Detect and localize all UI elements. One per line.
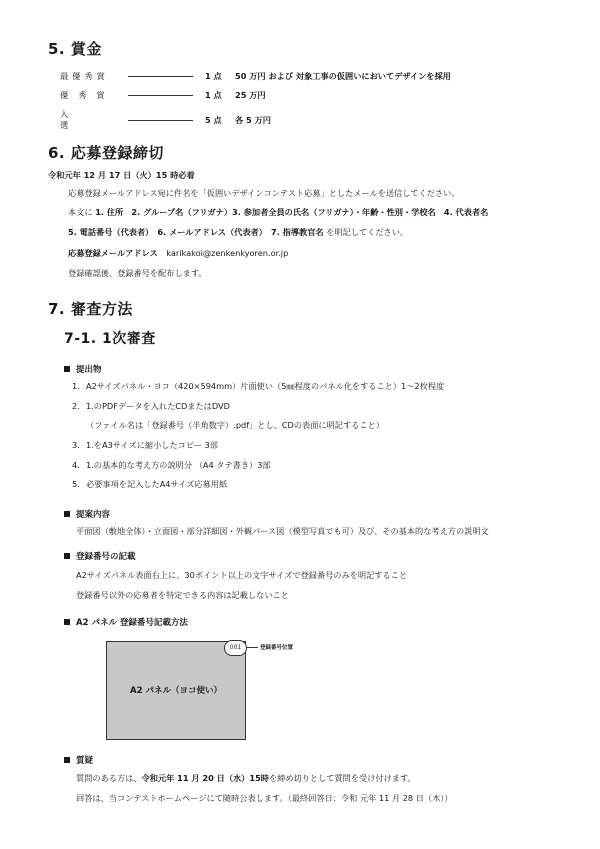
questions-deadline: 令和元年 11 月 20 日（水）15時: [141, 773, 269, 783]
square-bullet-icon: [64, 366, 70, 372]
section7-heading: 7. 審査方法: [48, 300, 133, 318]
regnum-line2: 登録番号以外の応募者を特定できる内容は記載しないこと: [76, 590, 289, 600]
square-bullet-icon: [64, 757, 70, 763]
prize-row-grand: [60, 71, 451, 82]
list-item: [72, 381, 444, 392]
leader-line: [246, 647, 258, 648]
required-items-line1: [68, 207, 488, 218]
questions-line2: 回答は、当コンテストホームページにて随時公表します。（最終回答日：令和 元年 11 月 28 日（木））: [76, 793, 453, 803]
prize-desc: 50 万円 および 対象工事の仮囲いにおいてデザインを採用: [235, 71, 451, 81]
instruction-line: 応募登録メールアドレス宛に件名を「仮囲いデザインコンテスト応募」としたメールを送信してください。: [68, 188, 460, 198]
list-item-number: 5.: [72, 479, 80, 489]
a2-panel-diagram: [106, 641, 246, 740]
section7-subheading: 7-1. 1次審査: [64, 331, 156, 347]
panel-label: A2 パネル（ヨコ使い）: [130, 686, 222, 696]
proposal-title-text: 提案内容: [76, 510, 111, 520]
list-item: [72, 479, 227, 490]
required-items-line2: [68, 227, 408, 238]
registration-position-label: 登録番号位置: [260, 645, 294, 651]
prize-desc: 25 万円: [235, 90, 266, 100]
prize-name: 優秀賞: [60, 90, 115, 100]
list-item-number: 4.: [72, 460, 80, 470]
list-item: [86, 420, 384, 431]
square-bullet-icon: [64, 511, 70, 517]
list-item-text: （ファイル名は「登録番号（半角数字）.pdf」とし、CDの表面に明記すること）: [86, 420, 384, 430]
list-item-text: A2サイズパネル・ヨコ（420×594mm）片面使い（5㎜程度のパネル化をすること）1～2枚程度: [86, 381, 445, 391]
questions-line1: [76, 773, 416, 784]
questions-title: [64, 754, 93, 766]
prize-divider: [128, 76, 193, 77]
prize-row-selected: [60, 109, 271, 131]
regnum-line1: A2サイズパネル表面右上に、30ポイント以上の文字サイズで登録番号のみを明記すること: [76, 570, 408, 580]
email-line: [68, 248, 288, 259]
questions-suffix: を締め切りとして質問を受け付けます。: [268, 773, 416, 783]
list-item-text: 1.のPDFデータを入れたCDまたはDVD: [86, 401, 230, 411]
panel-method-title: [64, 616, 188, 628]
proposal-text: 平面図（敷地全体）・立面図・部分詳細図・外観パース図（模型写真でも可）及び、その基本的な考え方の説明文: [76, 526, 489, 536]
list-item-number: 1.: [72, 381, 80, 391]
regnum-title: [64, 550, 136, 562]
deadline: 令和元年 12 月 17 日（火）15 時必着: [48, 170, 195, 180]
section6-heading: 6. 応募登録締切: [48, 144, 164, 162]
required-items-list: 5. 電話番号（代表者） 6. メールアドレス（代表者） 7. 指導教官名: [68, 227, 324, 237]
required-items-list: 1. 住所 2. グループ名（フリガナ）3. 参加者全員の氏名（フリガナ）・年齢・性別・学校名 4. 代表者名: [95, 207, 489, 217]
prize-desc: 各 5 万円: [235, 114, 271, 125]
list-item-number: 3.: [72, 440, 80, 450]
list-item: [72, 460, 271, 471]
square-bullet-icon: [64, 553, 70, 559]
list-item-number: 2.: [72, 401, 80, 411]
prize-count: 1 点: [205, 71, 222, 81]
prize-divider: [128, 95, 193, 96]
list-item: [72, 401, 230, 412]
prize-count: 5 点: [205, 114, 222, 125]
prize-row-excellent: [60, 90, 266, 101]
questions-prefix: 質問のある方は、: [76, 773, 142, 783]
panel-method-title-text: A2 パネル 登録番号記載方法: [76, 618, 188, 628]
square-bullet-icon: [64, 619, 70, 625]
submissions-title: [64, 363, 102, 375]
prize-name: 最優秀賞: [60, 71, 109, 81]
required-items-prefix: 本文に: [68, 207, 93, 217]
list-item: [72, 440, 218, 451]
list-item-text: 必要事項を記入したA4サイズ応募用紙: [86, 479, 228, 489]
submissions-title-text: 提出物: [76, 365, 102, 375]
email-address[interactable]: karikakoi@zenkenkyoren.or.jp: [166, 248, 289, 258]
email-label: 応募登録メールアドレス: [68, 248, 158, 258]
confirmation-line: 登録確認後、登録番号を配布します。: [68, 268, 207, 278]
required-items-suffix: を明記してください。: [326, 227, 409, 237]
prize-divider: [128, 120, 193, 121]
questions-title-text: 質疑: [76, 756, 94, 766]
proposal-title: [64, 508, 110, 520]
section5-heading: 5. 賞金: [48, 40, 102, 58]
registration-number-badge: 001: [224, 640, 247, 656]
prize-count: 1 点: [205, 90, 222, 100]
list-item-text: 1.の基本的な考え方の説明分 （A4 タテ書き）3部: [86, 460, 271, 470]
list-item-text: 1.をA3サイズに縮小したコピー 3部: [86, 440, 218, 450]
regnum-title-text: 登録番号の記載: [76, 552, 136, 562]
prize-name: 入選: [60, 109, 91, 130]
